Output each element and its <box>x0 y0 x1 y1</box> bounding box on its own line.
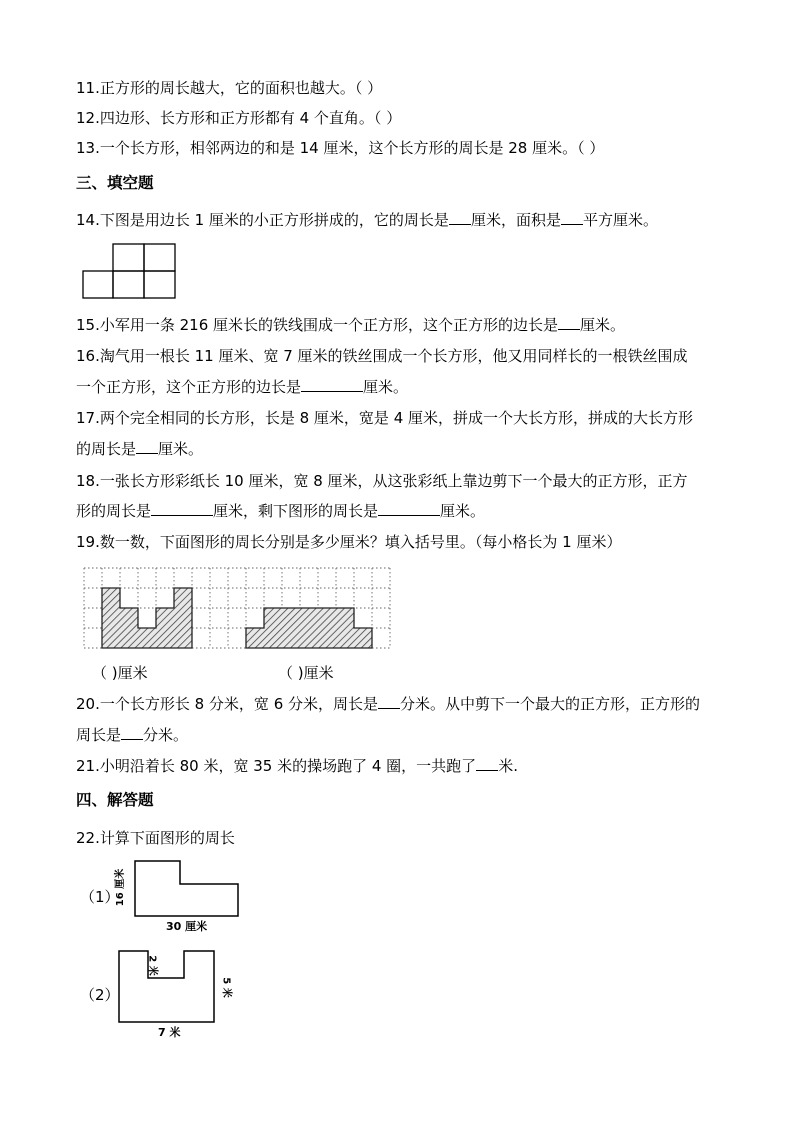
unit-square <box>83 271 113 298</box>
unit-square <box>113 271 144 298</box>
answer-blank[interactable] <box>136 439 158 454</box>
unit-square <box>144 271 175 298</box>
question-21 <box>76 756 518 776</box>
question-16-line-1: 16.淘气用一根长 11 厘米、宽 7 厘米的铁丝围成一个长方形，他又用同样长的一根铁丝围成 <box>76 347 688 365</box>
question-20-line-1 <box>76 694 700 714</box>
question-18-line-2 <box>76 501 485 521</box>
figure-1-height-label: 16 厘米 <box>115 868 127 907</box>
question-15 <box>76 315 625 335</box>
section-heading-answer: 四、解答题 <box>76 791 154 809</box>
q20-text-b: 分米。从中剪下一个最大的正方形，正方形的 <box>400 695 701 713</box>
question-22: 22.计算下面图形的周长 <box>76 829 235 847</box>
q21-text-a: 21.小明沿着长 80 米，宽 35 米的操场跑了 4 圈，一共跑了 <box>76 757 477 775</box>
unit-square <box>144 244 175 271</box>
q14-text-a: 14.下图是用边长 1 厘米的小正方形拼成的，它的周长是 <box>76 211 449 229</box>
q20-text-d: 分米。 <box>143 726 189 744</box>
question-19: 19.数一数，下面图形的周长分别是多少厘米？填入括号里。（每小格长为 1 厘米） <box>76 533 622 551</box>
figure-1-width-label: 30 厘米 <box>166 920 208 933</box>
q20-text-c: 周长是 <box>76 726 122 744</box>
q17-text-a: 的周长是 <box>76 440 137 458</box>
section-heading-fill-in: 三、填空题 <box>76 174 154 192</box>
question-16-line-2 <box>76 377 408 397</box>
q19-shape-left <box>102 588 192 648</box>
q15-text-b: 厘米。 <box>580 316 626 334</box>
question-20-line-2 <box>76 725 188 745</box>
answer-blank[interactable] <box>449 210 471 225</box>
question-17-line-1: 17.两个完全相同的长方形，长是 8 厘米，宽是 4 厘米，拼成一个大长方形，拼成的大长方形 <box>76 409 694 427</box>
q18-text-a: 形的周长是 <box>76 502 152 520</box>
answer-blank[interactable] <box>121 725 143 740</box>
answer-blank[interactable] <box>151 501 213 516</box>
figure-2-label: （2） <box>80 986 120 1004</box>
q14-text-c: 平方厘米。 <box>582 211 658 229</box>
answer-blank[interactable] <box>558 315 580 330</box>
q20-text-a: 20.一个长方形长 8 分米，宽 6 分米，周长是 <box>76 695 379 713</box>
q14-text-b: 厘米，面积是 <box>470 211 561 229</box>
question-18-line-1: 18.一张长方形彩纸长 10 厘米，宽 8 厘米，从这张彩纸上靠边剪下一个最大的正方形，正方 <box>76 472 688 490</box>
unit-square <box>113 244 144 271</box>
q19-shape-right <box>246 608 372 648</box>
q15-text-a: 15.小军用一条 216 厘米长的铁线围成一个正方形，这个正方形的边长是 <box>76 316 559 334</box>
answer-blank[interactable] <box>561 210 583 225</box>
answer-blank[interactable] <box>378 694 400 709</box>
q18-text-b: 厘米，剩下图形的周长是 <box>213 502 379 520</box>
figure-1-label: （1） <box>80 888 120 906</box>
figure-2-width-label: 7 米 <box>158 1026 181 1039</box>
q17-text-b: 厘米。 <box>158 440 204 458</box>
figure-2-shape <box>118 950 216 1024</box>
figure-2-height-label: 5 米 <box>220 977 232 998</box>
q19-answer-right[interactable]: （ )厘米 <box>278 664 334 682</box>
answer-blank[interactable] <box>378 501 440 516</box>
figure-1-shape <box>134 860 240 918</box>
q21-text-b: 米. <box>498 757 518 775</box>
q14-square-figure <box>82 243 176 301</box>
question-14 <box>76 210 658 230</box>
answer-blank[interactable] <box>476 756 498 771</box>
q18-text-c: 厘米。 <box>440 502 486 520</box>
q16-text-a: 一个正方形，这个正方形的边长是 <box>76 378 302 396</box>
q19-answer-left[interactable]: （ )厘米 <box>92 664 148 682</box>
question-17-line-2 <box>76 439 203 459</box>
question-13: 13.一个长方形，相邻两边的和是 14 厘米，这个长方形的周长是 28 厘米。（ ） <box>76 139 605 157</box>
figure-2-notch-label: 2 米 <box>146 955 158 976</box>
question-12: 12.四边形、长方形和正方形都有 4 个直角。（ ） <box>76 109 402 127</box>
answer-blank[interactable] <box>301 377 363 392</box>
q16-text-b: 厘米。 <box>363 378 409 396</box>
question-11: 11.正方形的周长越大，它的面积也越大。（ ） <box>76 79 383 97</box>
q19-grid-figure <box>82 566 392 650</box>
